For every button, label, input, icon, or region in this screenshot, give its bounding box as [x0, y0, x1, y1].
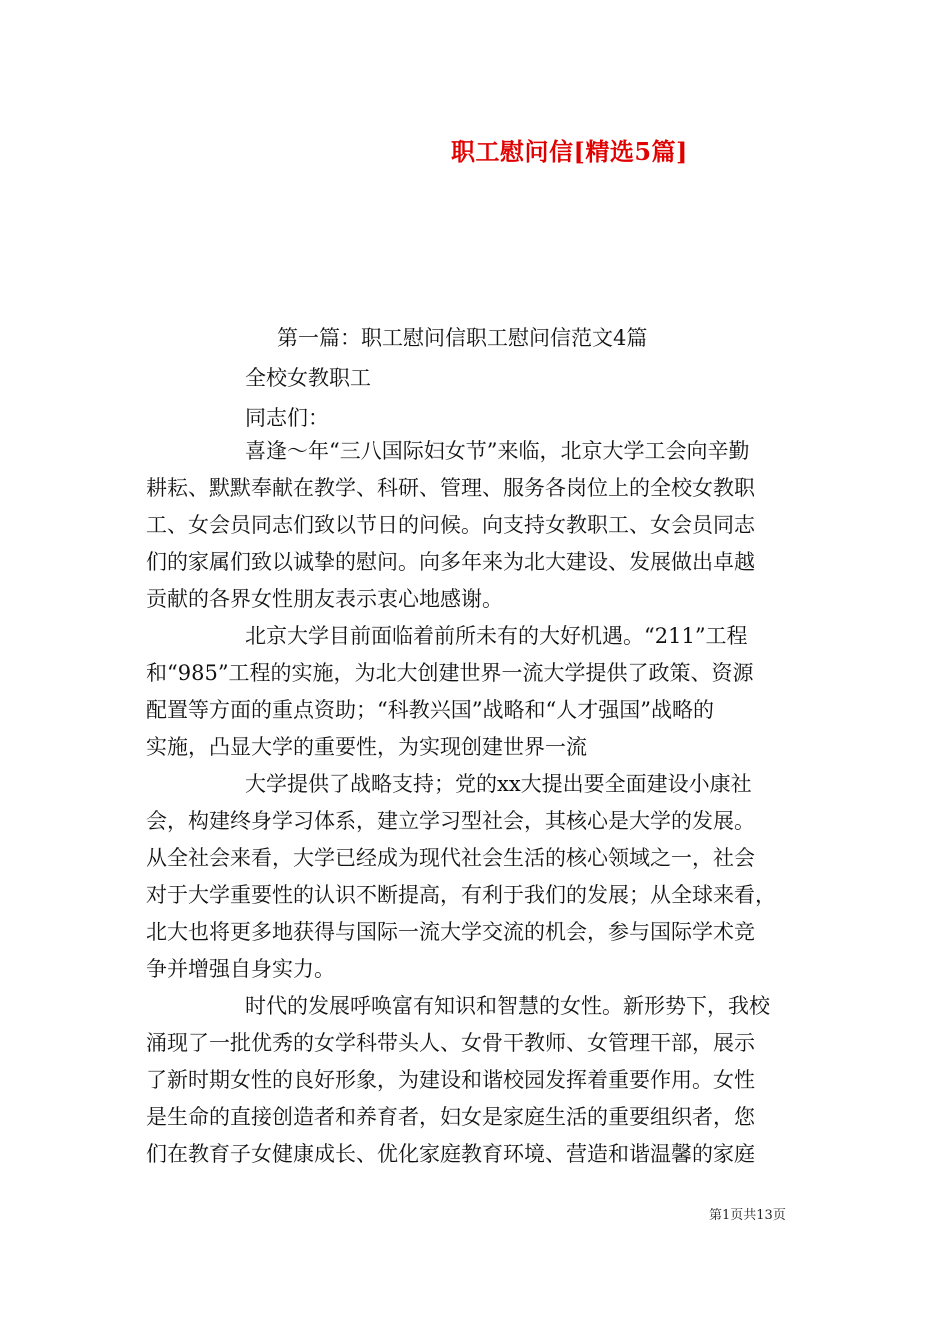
- body-line: 喜逢～年“三八国际妇女节”来临，北京大学工会向辛勤: [245, 439, 750, 463]
- body-line: 耕耘、默默奉献在教学、科研、管理、服务各岗位上的全校女教职: [146, 476, 755, 500]
- body-line: 争并增强自身实力。: [146, 957, 335, 981]
- salutation-line: 同志们：: [245, 406, 329, 430]
- body-line: 们在教育子女健康成长、优化家庭教育环境、营造和谐温馨的家庭: [146, 1142, 755, 1166]
- recipient-line: 全校女教职工: [245, 366, 371, 390]
- body-line: 对于大学重要性的认识不断提高，有利于我们的发展；从全球来看，: [146, 883, 776, 907]
- body-line: 实施，凸显大学的重要性，为实现创建世界一流: [146, 735, 587, 759]
- body-line: 了新时期女性的良好形象，为建设和谐校园发挥着重要作用。女性: [146, 1068, 755, 1092]
- body-line: 贡献的各界女性朋友表示衷心地感谢。: [146, 587, 503, 611]
- page-number: 第1页共13页: [709, 1208, 786, 1223]
- section-heading: 第一篇：职工慰问信职工慰问信范文4篇: [277, 326, 648, 350]
- body-line: 工、女会员同志们致以节日的问候。向支持女教职工、女会员同志: [146, 513, 755, 537]
- document-title: 职工慰问信[精选5篇]: [451, 137, 688, 166]
- body-line: 从全社会来看，大学已经成为现代社会生活的核心领域之一，社会: [146, 846, 755, 870]
- body-line: 会，构建终身学习体系，建立学习型社会，其核心是大学的发展。: [146, 809, 755, 833]
- body-line: 和“985”工程的实施，为北大创建世界一流大学提供了政策、资源: [146, 661, 754, 685]
- body-line: 配置等方面的重点资助；“科教兴国”战略和“人才强国”战略的: [146, 698, 714, 722]
- body-line: 大学提供了战略支持；党的xx大提出要全面建设小康社: [245, 772, 752, 796]
- body-line: 北京大学目前面临着前所未有的大好机遇。“211”工程: [245, 624, 748, 648]
- body-line: 时代的发展呼唤富有知识和智慧的女性。新形势下，我校: [245, 994, 770, 1018]
- body-line: 们的家属们致以诚挚的慰问。向多年来为北大建设、发展做出卓越: [146, 550, 755, 574]
- body-line: 北大也将更多地获得与国际一流大学交流的机会，参与国际学术竞: [146, 920, 755, 944]
- body-line: 涌现了一批优秀的女学科带头人、女骨干教师、女管理干部，展示: [146, 1031, 755, 1055]
- body-line: 是生命的直接创造者和养育者，妇女是家庭生活的重要组织者，您: [146, 1105, 755, 1129]
